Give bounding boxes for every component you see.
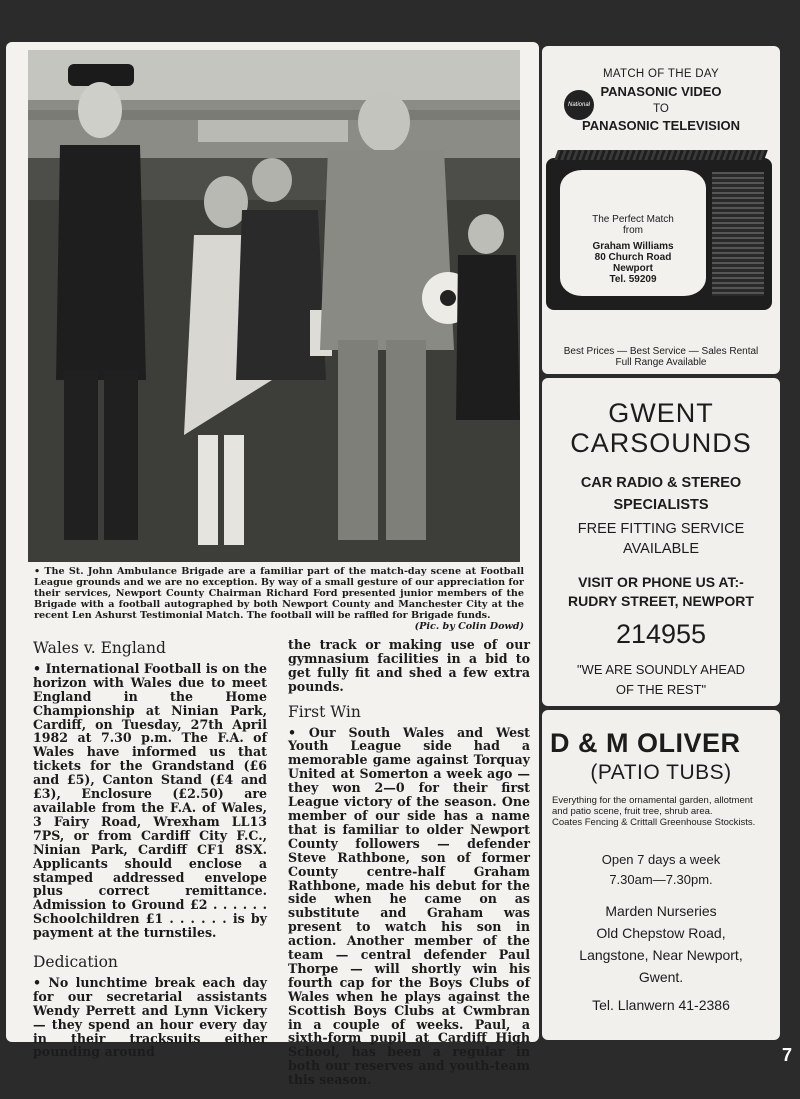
- heading-dedication: Dedication: [33, 953, 118, 972]
- ad-panasonic-line4: PANASONIC TELEVISION: [582, 118, 740, 133]
- screen-line2: from: [623, 225, 643, 236]
- screen-line5: Newport: [613, 263, 653, 274]
- article-page: [6, 42, 539, 1088]
- page-number: 7: [781, 1045, 792, 1065]
- match-photo: [28, 50, 520, 562]
- heading-wales-england: Wales v. England: [33, 639, 166, 657]
- ad-gwent-line5a: VISIT OR PHONE US AT:-: [578, 574, 744, 590]
- ad-oliver-addr4: Gwent.: [638, 969, 684, 985]
- paragraph-dedication: • No lunchtime break each day for our secretarial assistants Wendy Perrett and Lynn Vickery — they spend an hour every day in their tracksuits either pounding around: [33, 974, 267, 1060]
- caption-text: • The St. John Ambulance Brigade are a familiar part of the match-day scene at Football League grounds and we are no exception. By way of a small gesture of our appreciation for their services, Newport County Chairman Richard Ford presented junior members of the Brigade with a football autographed by both Newport County and Manchester City at the recent Len Ashurst Testimonial Match. The football will be raffled for Brigade funds.: [34, 566, 524, 621]
- ad-oliver-hours: [542, 850, 780, 890]
- ad-gwent-line4b: AVAILABLE: [622, 541, 700, 557]
- ad-oliver-desc2: Coates Fencing & Crittall Greenhouse Stockists.: [552, 817, 756, 828]
- footer-line1: Best Prices — Best Service — Sales Rental: [563, 346, 759, 357]
- ad-panasonic-line3: TO: [653, 103, 669, 115]
- ad-oliver-address: [542, 900, 780, 1016]
- screen-line1: The Perfect Match: [592, 214, 674, 225]
- ad-oliver-addr2: Old Chepstow Road,: [596, 925, 726, 941]
- screen-line6: Tel. 59209: [609, 274, 657, 285]
- screen-line4: 80 Church Road: [594, 252, 672, 263]
- footer-line2: Full Range Available: [615, 357, 707, 368]
- ad-oliver-phone: Tel. Llanwern 41-2386: [592, 997, 730, 1013]
- ad-oliver-hours2: 7.30am—7.30pm.: [609, 872, 713, 887]
- ad-gwent-line4a: FREE FITTING SERVICE: [577, 521, 745, 537]
- ad-gwent-line7b: OF THE REST": [615, 682, 707, 697]
- ad-oliver-description: [542, 795, 780, 828]
- ad-gwent-phone: 214955: [615, 619, 707, 649]
- paragraph-first-win: • Our South Wales and West Youth League side had a memorable game against Torquay United at Somerton a week ago — they won 2—0 for their first League victory of the season. One member of our side has a name that is familiar to older Newport County followers — defender Steve Rathbone, son of former County centre-half Graham Rathbone, made his debut for the side when he came on as substitute and Graham was present to watch his son in action. Another member of the team — central defender Paul Thorpe — will shortly win his fourth cap for the Boys Clubs of Wales when he plays against the Scottish Boys Clubs at Cwmbran in a couple of weeks. Paul, a sixth-form pupil at Cardiff High School, has been a regular in both our reserves and youth-team this season.: [288, 724, 530, 1088]
- heading-first-win: First Win: [288, 702, 361, 721]
- ad-panasonic-line2: PANASONIC VIDEO: [600, 84, 722, 99]
- screen-line3: Graham Williams: [592, 241, 674, 252]
- national-logo-icon: National: [564, 90, 594, 120]
- ad-dm-oliver: [542, 710, 780, 1040]
- article-column-1: [33, 640, 267, 1071]
- ad-gwent-specialists: [542, 472, 780, 516]
- ad-panasonic-line1: MATCH OF THE DAY: [603, 68, 719, 80]
- ad-oliver-addr1: Marden Nurseries: [605, 903, 717, 919]
- ad-oliver-desc1: Everything for the ornamental garden, allotment and patio scene, fruit tree, shrub area.: [552, 795, 753, 817]
- ad-panasonic-footer: [542, 346, 780, 368]
- ad-oliver-title: D & M OLIVER: [550, 728, 741, 758]
- ad-gwent-line3b: SPECIALISTS: [613, 497, 709, 513]
- ad-oliver-subtitle: (PATIO TUBS): [590, 761, 732, 784]
- ad-gwent-line5b: RUDRY STREET, NEWPORT: [568, 593, 754, 609]
- photo-caption: [34, 566, 524, 632]
- ad-gwent-slogan: [542, 660, 780, 700]
- ad-gwent-title2: CARSOUNDS: [570, 428, 752, 458]
- television-illustration: [546, 158, 772, 310]
- ad-gwent-line3a: CAR RADIO & STEREO: [580, 475, 742, 491]
- ad-gwent-fitting: [542, 519, 780, 559]
- tv-vent: [554, 150, 768, 160]
- paragraph-wales-england: • International Football is on the horizon with Wales due to meet England in the Home Championship at Ninian Park, Cardiff, on Tuesday, 27th April 1982 at 7.30 p.m. The F.A. of Wales have informed us that tickets for the Grandstand (£6 and £5), Canton Stand (£4 and £3), Enclosure (£2.50) are available from the F.A. of Wales, 3 Fairy Road, Wrexham LL13 7PS, or from Cardiff City F.C., Ninian Park, Cardiff CF1 8SX. Applicants should enclose a stamped addressed envelope plus correct remittance. Admission to Ground £2 . . . . . . Schoolchildren £1 . . . . . . is by payment at the turnstiles.: [33, 660, 267, 941]
- ad-gwent-line7a: "WE ARE SOUNDLY AHEAD: [576, 662, 746, 677]
- paragraph-continued: the track or making use of our gymnasium facilities in a bid to get fully fit and shed a few extra pounds.: [288, 637, 530, 694]
- photo-illustration: [28, 50, 520, 562]
- ad-oliver-hours1: Open 7 days a week: [601, 852, 721, 867]
- article-column-2: [288, 637, 530, 1099]
- ad-oliver-addr3: Langstone, Near Newport,: [579, 947, 743, 963]
- advertisements: [542, 42, 780, 1042]
- tv-screen: [560, 170, 706, 296]
- ad-panasonic: [542, 46, 780, 374]
- ad-gwent-title1: GWENT: [608, 398, 714, 428]
- ad-gwent-visit: [542, 573, 780, 611]
- photo-credit: (Pic. by Colin Dowd): [414, 621, 524, 632]
- ad-gwent-carsounds: [542, 378, 780, 706]
- tv-control-panel: [712, 172, 764, 296]
